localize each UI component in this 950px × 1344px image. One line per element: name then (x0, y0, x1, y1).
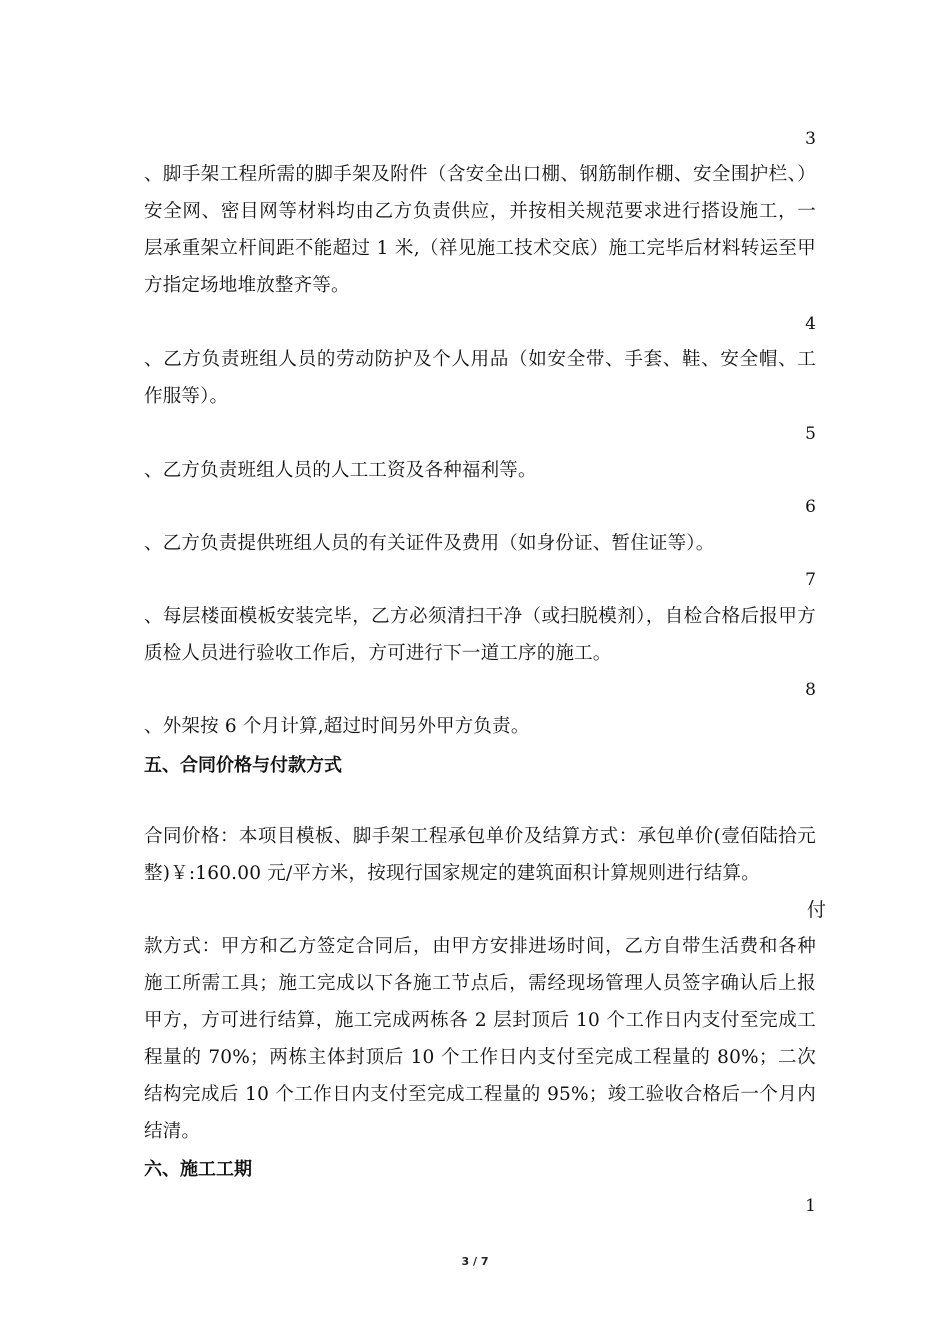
section-5-heading: 五、合同价格与付款方式 (144, 755, 342, 776)
payment-method-text: 款方式：甲方和乙方签定合同后，由甲方安排进场时间，乙方自带生活费和各种施工所需工具；施工完成以下各施工节点后，需经现场管理人员签字确认后上报甲方，方可进行结算，施工完成两栋各 2 层封顶后 10 个工作日内支付至完成工程量的 70%；两栋主体封顶后 10 个工作日内支付至完成工程量的 80%；二次结构完成后 10 个工作日内支付至完成工程量的 95%；竣工验收合格后一个月内结清。 (144, 936, 816, 1142)
item-number-5: 5 (805, 424, 816, 444)
payment-lead-char: 付 (806, 899, 826, 921)
section-6-heading: 六、施工工期 (144, 1159, 252, 1180)
item-number-7: 7 (805, 570, 816, 590)
item-number-4: 4 (805, 314, 816, 334)
page-indicator: 3 / 7 (461, 1255, 489, 1268)
clause-5-text: 、乙方负责班组人员的人工工资及各种福利等。 (144, 460, 537, 481)
clause-3-text: 、脚手架工程所需的脚手架及附件（含安全出口棚、钢筋制作棚、安全围护栏、）安全网、密目网等材料均由乙方负责供应，并按相关规范要求进行搭设施工，一层承重架立杆间距不能超过 1 米,（祥见施工技术交底）施工完毕后材料转运至甲方指定场地堆放整齐等。 (144, 164, 816, 296)
item-number-8: 8 (805, 680, 816, 700)
clause-8-text: 、外架按 6 个月计算,超过时间另外甲方负责。 (144, 716, 530, 737)
clause-4-text: 、乙方负责班组人员的劳动防护及个人用品（如安全带、手套、鞋、安全帽、工作服等）。 (144, 349, 816, 407)
item-number-1: 1 (805, 1196, 816, 1216)
contract-price-text: 合同价格：本项目模板、脚手架工程承包单价及结算方式：承包单价(壹佰陆拾元整)￥:160.00 元/平方米，按现行国家规定的建筑面积计算规则进行结算。 (144, 826, 816, 884)
clause-7-text: 、每层楼面模板安装完毕，乙方必须清扫干净（或扫脱模剂），自检合格后报甲方质检人员进行验收工作后，方可进行下一道工序的施工。 (144, 606, 816, 664)
item-number-6: 6 (805, 497, 816, 517)
item-number-3: 3 (805, 129, 816, 149)
clause-6-text: 、乙方负责提供班组人员的有关证件及费用（如身份证、暂住证等）。 (144, 533, 715, 554)
